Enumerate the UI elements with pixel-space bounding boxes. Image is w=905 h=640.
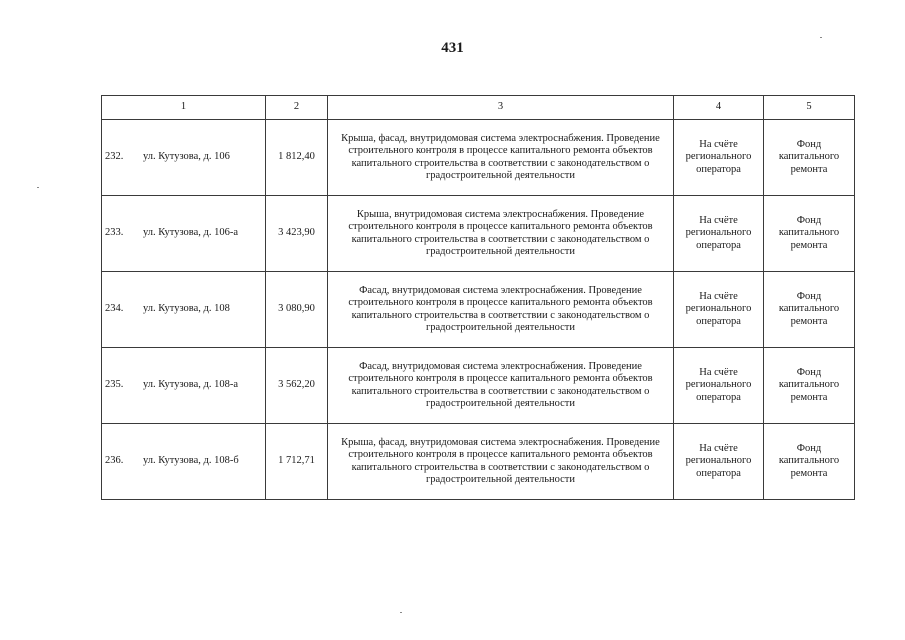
table-row (102, 348, 855, 424)
scan-speck (820, 37, 822, 38)
works-cell: Фасад, внутридомовая система электроснабжения. Проведение строительного контроля в процессе капитального ремонта объектов капитального строительства в соответствии с законодательством о градостроительной деятельности (328, 272, 674, 348)
fund-cell: Фонд капитального ремонта (764, 348, 855, 424)
works-cell: Крыша, внутридомовая система электроснабжения. Проведение строительного контроля в процессе капитального ремонта объектов капитального строительства в соответствии с законодательством о градостроительной деятельности (328, 196, 674, 272)
row-number: 235. (105, 379, 124, 391)
address-cell (102, 272, 266, 348)
address-text: ул. Кутузова, д. 106-а (143, 227, 239, 239)
fund-cell: Фонд капитального ремонта (764, 272, 855, 348)
scan-speck (400, 612, 402, 613)
area-cell: 1 812,40 (266, 120, 328, 196)
address-text: ул. Кутузова, д. 108-б (143, 455, 239, 467)
table-row (102, 424, 855, 500)
fund-cell: Фонд капитального ремонта (764, 196, 855, 272)
page-number: 431 (441, 40, 464, 56)
address-cell (102, 120, 266, 196)
row-number: 236. (105, 455, 124, 467)
header-col-5: 5 (764, 96, 855, 120)
row-number: 232. (105, 151, 124, 163)
area-cell: 3 423,90 (266, 196, 328, 272)
table-row (102, 272, 855, 348)
scan-speck (37, 187, 39, 188)
account-cell: На счёте регионального оператора (674, 272, 764, 348)
row-number: 234. (105, 303, 124, 315)
row-number: 233. (105, 227, 124, 239)
address-cell (102, 196, 266, 272)
address-cell (102, 348, 266, 424)
works-cell: Фасад, внутридомовая система электроснабжения. Проведение строительного контроля в процессе капитального ремонта объектов капитального строительства в соответствии с законодательством о градостроительной деятельности (328, 348, 674, 424)
account-cell: На счёте регионального оператора (674, 196, 764, 272)
fund-cell: Фонд капитального ремонта (764, 424, 855, 500)
account-cell: На счёте регионального оператора (674, 348, 764, 424)
address-text: ул. Кутузова, д. 108 (143, 303, 230, 315)
address-text: ул. Кутузова, д. 108-а (143, 379, 239, 391)
header-col-4: 4 (674, 96, 764, 120)
works-cell: Крыша, фасад, внутридомовая система электроснабжения. Проведение строительного контроля в процессе капитального ремонта объектов капитального строительства в соответствии с законодательством о градостроительной деятельности (328, 424, 674, 500)
header-col-2: 2 (266, 96, 328, 120)
area-cell: 3 080,90 (266, 272, 328, 348)
table-row (102, 120, 855, 196)
header-col-1: 1 (102, 96, 266, 120)
table-row (102, 196, 855, 272)
address-text: ул. Кутузова, д. 106 (143, 151, 230, 163)
account-cell: На счёте регионального оператора (674, 120, 764, 196)
area-cell: 3 562,20 (266, 348, 328, 424)
header-col-3: 3 (328, 96, 674, 120)
account-cell: На счёте регионального оператора (674, 424, 764, 500)
repair-register-table (101, 95, 855, 500)
area-cell: 1 712,71 (266, 424, 328, 500)
address-cell (102, 424, 266, 500)
works-cell: Крыша, фасад, внутридомовая система электроснабжения. Проведение строительного контроля в процессе капитального ремонта объектов капитального строительства в соответствии с законодательством о градостроительной деятельности (328, 120, 674, 196)
fund-cell: Фонд капитального ремонта (764, 120, 855, 196)
header-row (102, 96, 855, 120)
